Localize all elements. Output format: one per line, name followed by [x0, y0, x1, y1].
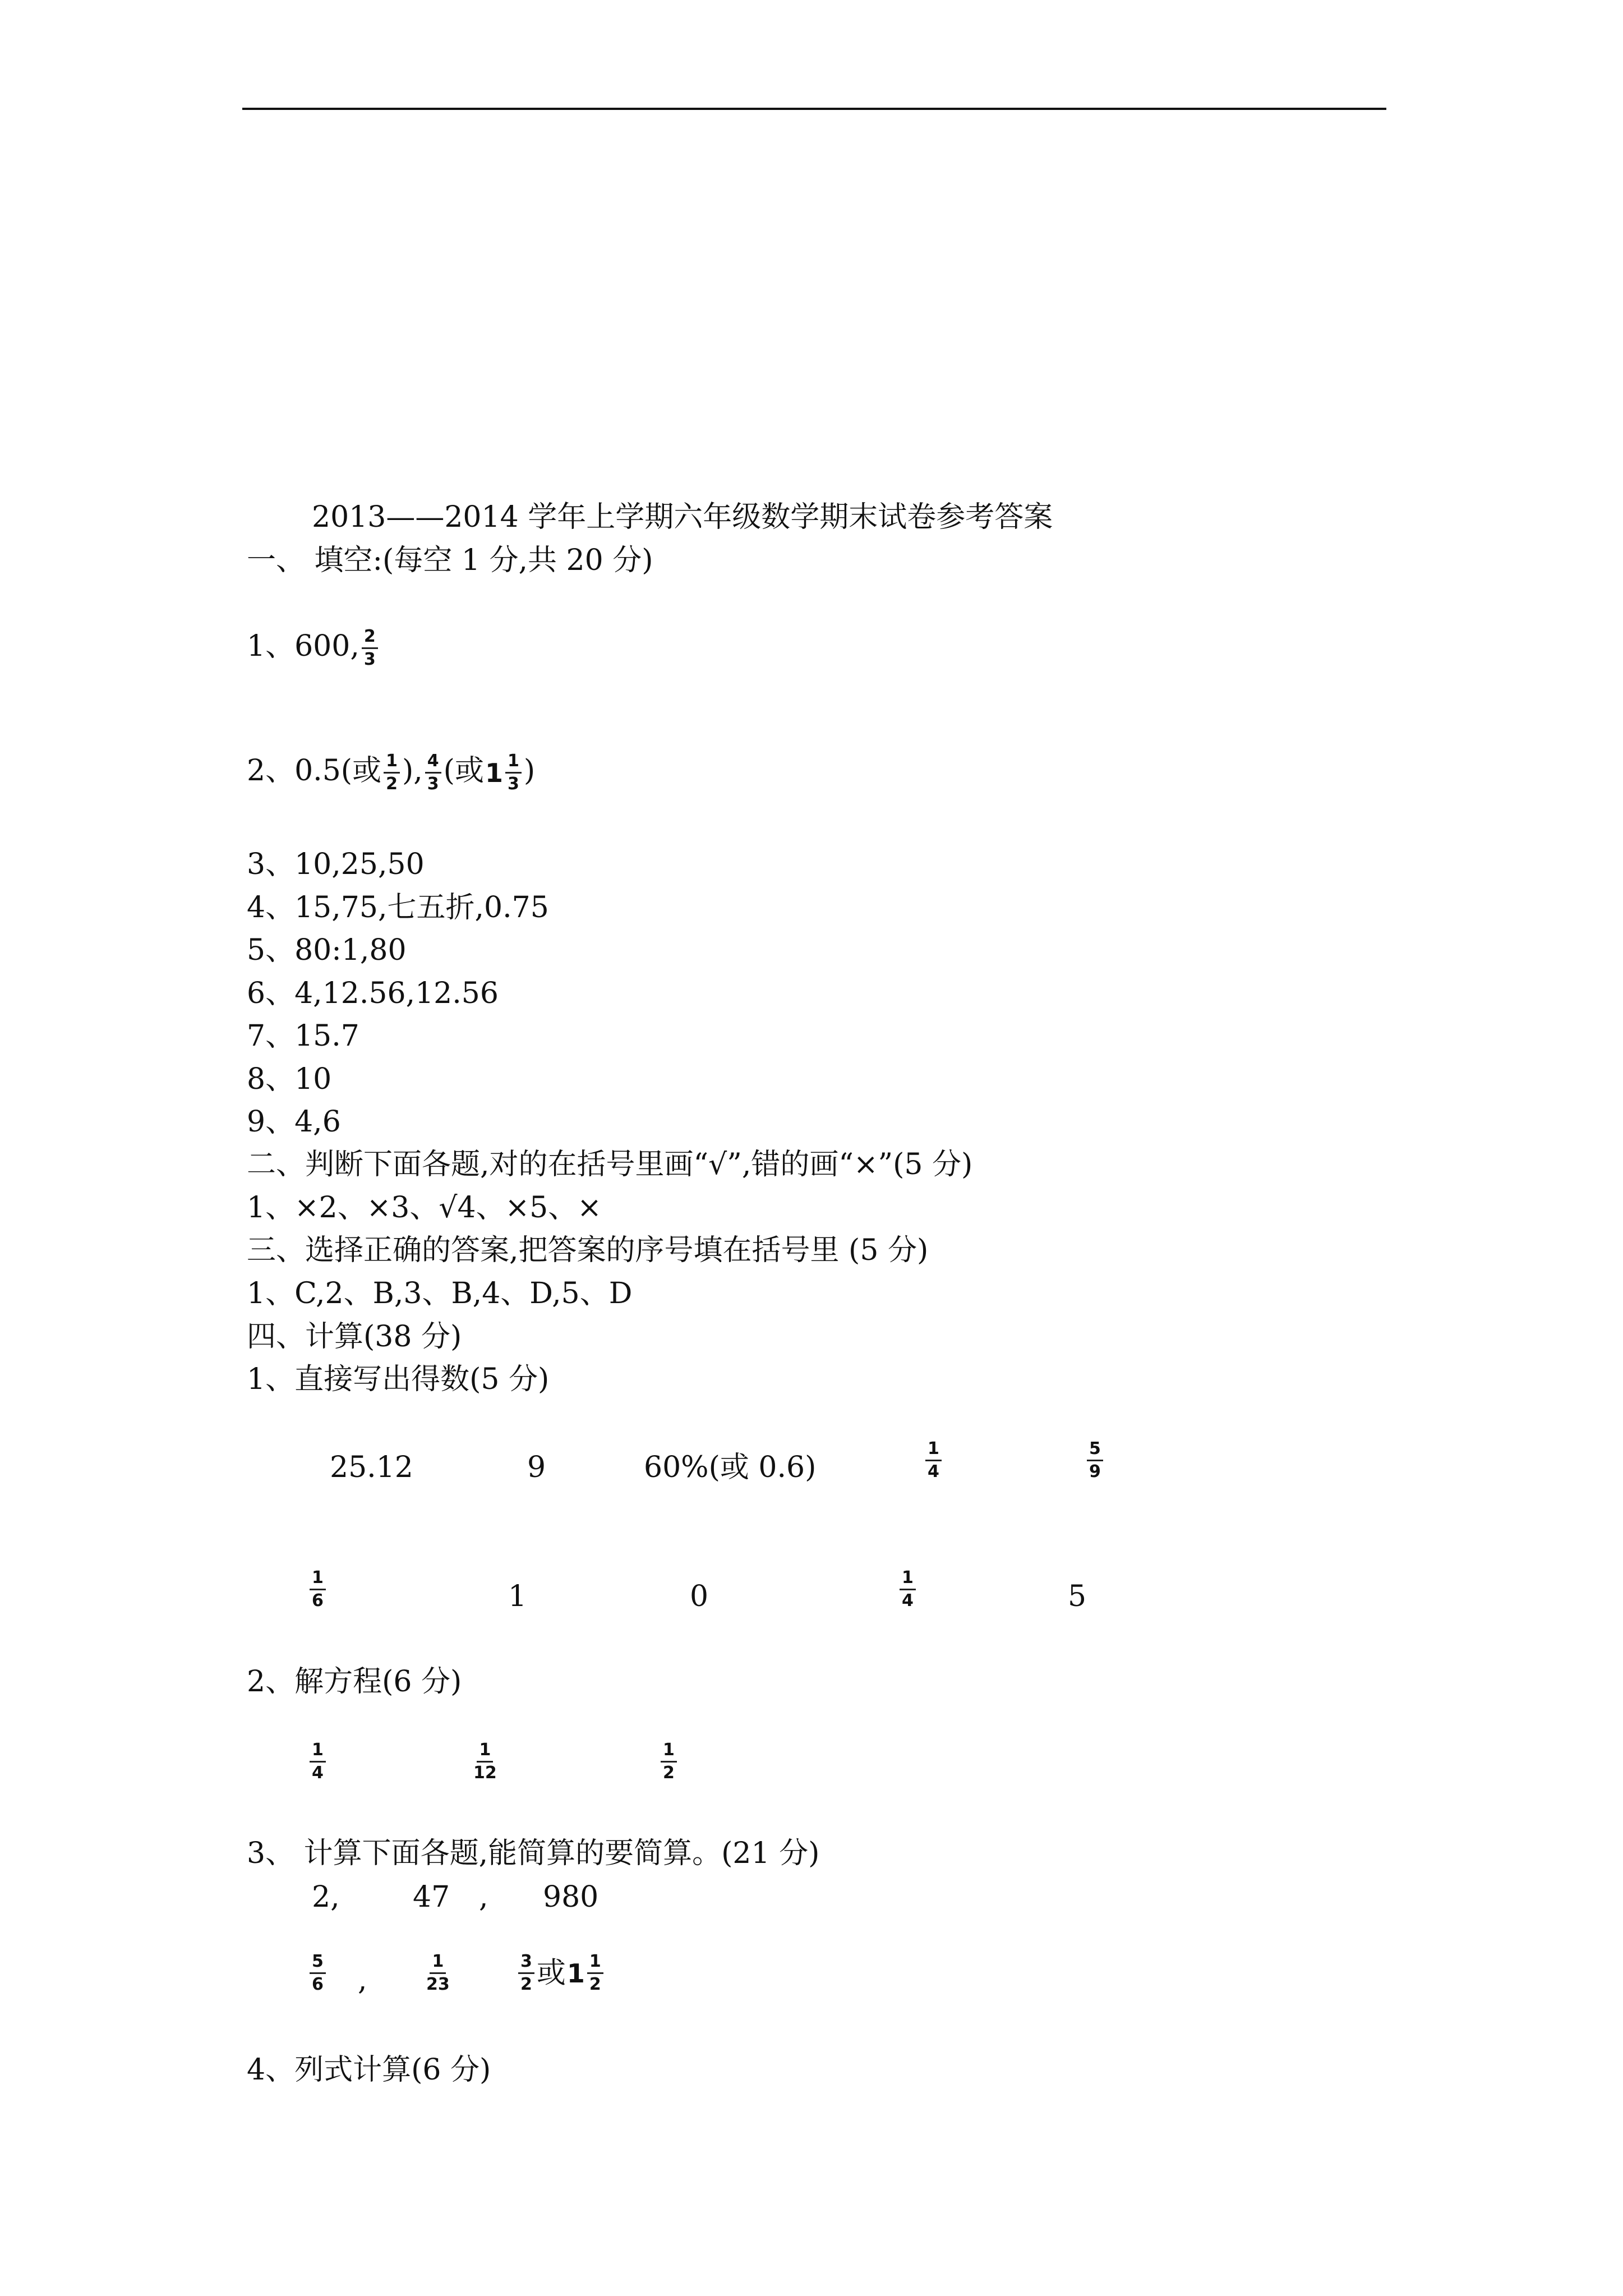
section3-answers: 1、C,2、B,3、B,4、D,5、D [247, 1277, 633, 1310]
fraction: $\frac{1}{4}$ [925, 1441, 942, 1480]
calc-answer [307, 1953, 328, 1993]
section1-heading: 一、 填空:(每空 1 分,共 20 分) [247, 544, 653, 577]
part4-heading: 4、列式计算(6 分) [247, 2053, 491, 2087]
calc-answer [516, 1953, 606, 1993]
calc-separator: , [479, 1880, 488, 1914]
calc-answer: 1 [508, 1580, 527, 1613]
calc-answer [1085, 1441, 1105, 1480]
calc-answer [897, 1570, 918, 1609]
answer-2-or: (或 [443, 754, 484, 788]
answer-2-end: ) [523, 754, 536, 788]
fraction: $\frac{1}{4}$ [310, 1742, 326, 1782]
calc-answer: 60%(或 0.6) [644, 1451, 817, 1484]
fraction: $\frac{1}{12}$ [473, 1740, 497, 1783]
section2-answers: 1、×2、×3、√4、×5、× [247, 1191, 602, 1225]
fraction: $\frac{2}{3}$ [362, 628, 378, 668]
calc-answer [422, 1953, 454, 1993]
answer-2-separator: ), [402, 754, 423, 788]
calc-answer: 980 [543, 1880, 599, 1914]
fraction: $\frac{4}{3}$ [425, 753, 441, 793]
answer-4: 4、15,75,七五折,0.75 [247, 891, 549, 924]
calc-answer [307, 1570, 328, 1609]
calc-answer: 25.12 [330, 1451, 413, 1484]
answer-5: 5、80:1,80 [247, 933, 407, 967]
part3-heading: 3、 计算下面各题,能简算的要简算。(21 分) [247, 1837, 820, 1870]
calc-answer: 9 [527, 1451, 546, 1484]
calc-answer: 5 [1068, 1580, 1087, 1613]
equation-answer [307, 1742, 328, 1782]
calc-answer: 2, [312, 1880, 340, 1914]
part1-heading: 1、直接写出得数(5 分) [247, 1363, 550, 1396]
mixed-whole: 1 [566, 1958, 585, 1989]
part2-heading: 2、解方程(6 分) [247, 1665, 462, 1699]
section2-heading: 二、判断下面各题,对的在括号里画“√”,错的画“×”(5 分) [247, 1148, 973, 1181]
answer-3: 3、10,25,50 [247, 848, 425, 881]
fraction: $\frac{1}{6}$ [310, 1570, 326, 1609]
section4-heading: 四、计算(38 分) [247, 1320, 462, 1354]
mixed-whole: 1 [485, 757, 503, 788]
fraction: $\frac{1}{2}$ [384, 753, 400, 793]
fraction: $\frac{1}{3}$ [505, 753, 522, 793]
answer-2-text: 2、0.5(或 [247, 754, 382, 788]
section3-heading: 三、选择正确的答案,把答案的序号填在括号里 (5 分) [247, 1234, 929, 1267]
answer-1 [247, 628, 380, 668]
calc-answer: 47 [413, 1880, 450, 1914]
or-text: 或 [536, 1956, 566, 1990]
equation-answer [469, 1742, 501, 1782]
fraction: $\frac{1}{2}$ [661, 1742, 677, 1782]
fraction: $\frac{3}{2}$ [518, 1953, 534, 1993]
fraction: $\frac{5}{6}$ [310, 1953, 326, 1993]
calc-answer [923, 1441, 944, 1480]
fraction: $\frac{5}{9}$ [1087, 1441, 1103, 1480]
answer-7: 7、15.7 [247, 1019, 359, 1053]
calc-separator: , [358, 1963, 367, 1997]
fraction: $\frac{1}{23}$ [426, 1952, 450, 1994]
equation-answer [658, 1742, 679, 1782]
header-rule [242, 108, 1386, 110]
answer-6: 6、4,12.56,12.56 [247, 977, 499, 1010]
fraction: $\frac{1}{4}$ [900, 1570, 916, 1609]
answer-8: 8、10 [247, 1062, 332, 1096]
answer-2 [247, 753, 535, 793]
calc-answer: 0 [690, 1580, 709, 1613]
fraction: $\frac{1}{2}$ [587, 1953, 603, 1993]
document-title: 2013——2014 学年上学期六年级数学期末试卷参考答案 [312, 500, 1053, 534]
answer-1-text: 1、600, [247, 629, 359, 663]
answer-9: 9、4,6 [247, 1105, 341, 1139]
